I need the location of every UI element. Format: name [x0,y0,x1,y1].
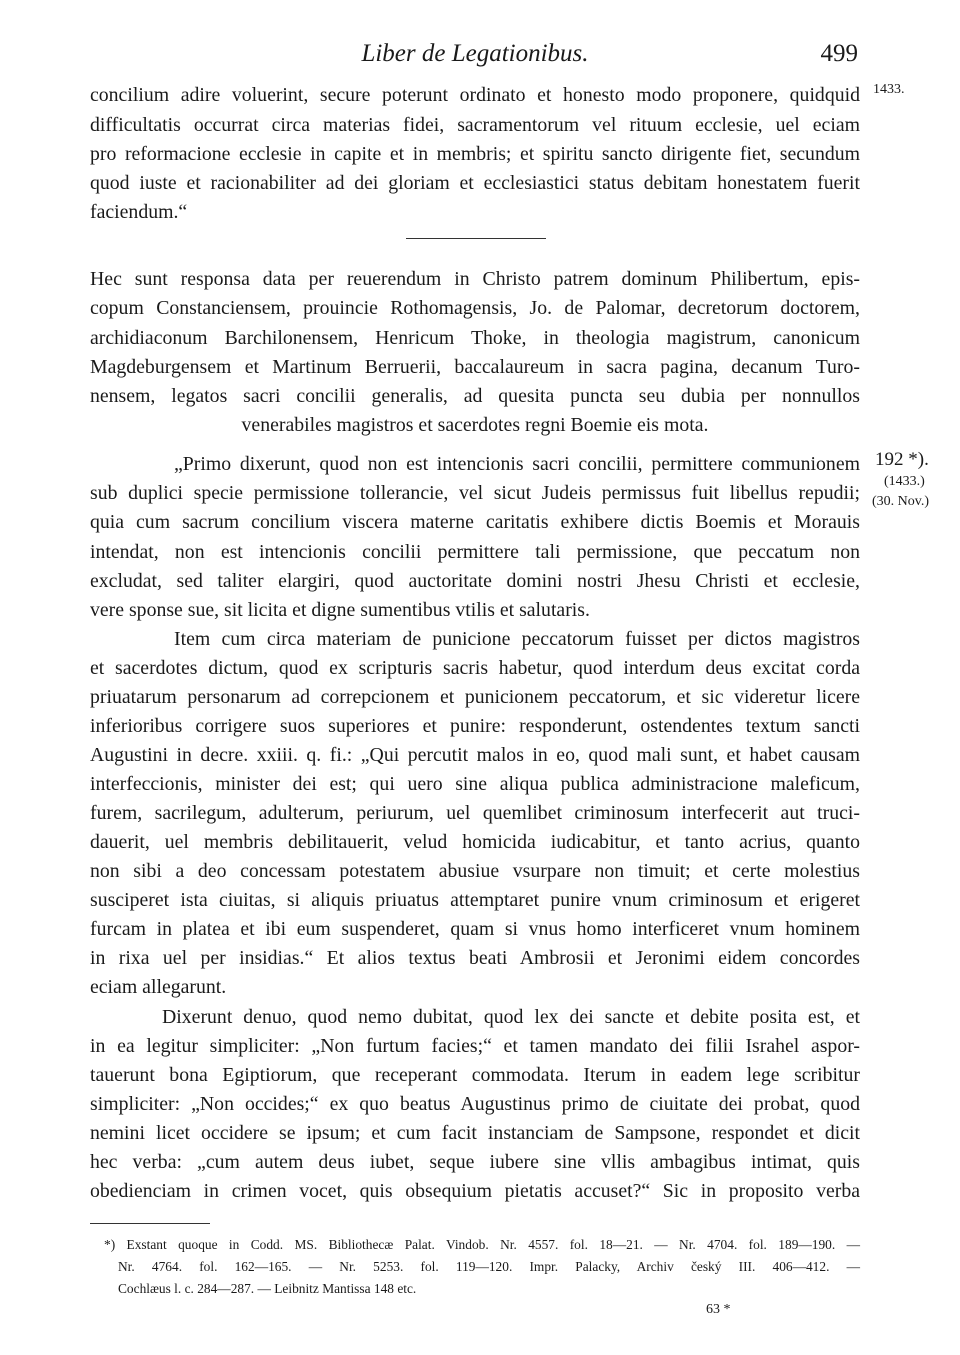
section-divider [406,238,546,239]
text-line: furcam in platea et ibi eum suspenderet, quam si vnus homo interficeret vnum hominem [90,918,860,940]
text-line: Hec sunt responsa data per reuerendum in Christo patrem dominum Philibertum, epis- [90,268,860,290]
page-header [90,40,860,70]
text-line: vere sponse sue, sit licita et digne sumentibus vtilis et salutaris. [90,599,590,621]
text-line: Dixerunt denuo, quod nemo dubitat, quod lex dei sancte et debite posita est, et [162,1006,860,1028]
document-date: (30. Nov.) [872,494,930,509]
text-line: Item cum circa materiam de punicione peccatorum fuisset per dictos magistros [174,628,860,650]
printer-signature: 63 * [706,1302,731,1317]
text-line: intendat, non est intencionis concilii permittere tali permissione, que peccatum non [90,541,860,563]
text-line: eciam allegarunt. [90,976,227,998]
text-line: archidiaconum Barchilonensem, Henricum Thoke, in theologia magistrum, canonicum [90,327,860,349]
text-line: excludat, sed taliter elargiri, quod auctoritate domini nostri Jhesu Christi et ecclesie, [90,570,860,592]
text-line: furem, sacrilegum, adulterum, periurum, uel quemlibet criminosum interfecerit aut truci- [90,802,860,824]
text-line: priuatarum personarum ad correpcionem et punicionem peccatorum, et sic videretur licere [90,686,860,708]
margin-year: 1433. [873,82,905,97]
text-line: Augustini in decre. xxiii. q. fi.: „Qui percutit malos in eo, quod mali sunt, et habet causam [90,744,860,766]
text-line: obedienciam in crimen vocet, quis obsequium pietatis accuset?“ Sic in proposito verba [90,1180,860,1202]
text-line: interfeccionis, minister dei est; qui uero sine aliqua publica administracione maleficum, [90,773,860,795]
footnote-line: Cochlæus l. c. 284—287. — Leibnitz Mantissa 148 etc. [118,1281,417,1296]
running-title: Liber de Legationibus. [361,40,589,67]
text-line: nemini licet occidere se ipsum; et cum facit instanciam de Sampsone, respondet et dicit [90,1122,860,1144]
footnote-line: Nr. 4764. fol. 162—165. — Nr. 5253. fol. 119—120. Impr. Palacky, Archiv český III. 406—412. — [118,1259,860,1274]
text-line: tauerunt bona Egiptiorum, que receperant commodata. Iterum in eadem lege scribitur [90,1064,860,1086]
text-line: in rixa uel per insidias.“ Et alios textus beati Ambrosii et Jeronimi eidem concordes [90,947,860,969]
text-line: Magdeburgensem et Martinum Berruerii, baccalaureum in sacra pagina, decanum Turo- [90,356,860,378]
text-line: faciendum.“ [90,201,188,223]
text-line: venerabiles magistros et sacerdotes regni Boemie eis mota. [241,414,709,436]
text-line: concilium adire voluerint, secure poterunt ordinato et honesto modo proponere, quidquid [90,84,860,106]
text-line: non sibi a deo concessam potestatem abusiue vsurpare non timuit; et certe molestius [90,860,860,882]
text-line: et sacerdotes dictum, quod ex scripturis sacris habetur, quod interdum deus excitat corda [90,657,860,679]
document-number: 192 *). [875,449,929,470]
document-year: (1433.) [884,474,925,489]
text-line: pro reformacione ecclesie in capite et in membris; et spiritu sancto dirigente fiet, secundum [90,143,860,165]
text-line: sub duplici specie permissione tollerancie, vel sicut Judeis permissus fuit libellus repudii; [90,482,860,504]
text-line: dauerit, uel membris debilitauerit, velud homicida iudicabitur, et tanto acrius, quanto [90,831,860,853]
text-line: copum Constanciensem, prouincie Rothomagensis, Jo. de Palomar, decretorum doctorem, [90,297,860,319]
text-line: quia cum sacrum concilium viscera materne caritatis exhibere dictis Boemis et Morauis [90,511,860,533]
footnote-line: *) Exstant quoque in Codd. MS. Bibliothecæ Palat. Vindob. Nr. 4557. fol. 18—21. — Nr. 4704. fol. 189—190. — [104,1237,860,1252]
text-line: difficultatis occurrat circa materias fidei, sacramentorum vel rituum ecclesie, uel eciam [90,114,860,136]
page-number: 499 [820,40,858,67]
text-line: nensem, legatos sacri concilii generalis, ad quesita puncta seu dubia per nonnullos [90,385,860,407]
text-line: inferioribus corrigere suos superiores et punire: responderunt, ostendentes textum sancti [90,715,860,737]
text-line: simpliciter: „Non occides;“ ex quo beatus Augustinus primo de ciuitate dei probat, quod [90,1093,860,1115]
footnote-rule [90,1223,210,1224]
text-line: „Primo dixerunt, quod non est intencionis sacri concilii, permittere communionem [174,453,860,475]
text-line: quod iuste et racionabiliter ad dei gloriam et ecclesiastici status debitam honestatem fuerit [90,172,860,194]
text-line: hec verba: „cum autem deus iubet, seque iubere sine vllis ambagibus intimat, quis [90,1151,860,1173]
text-line: in ea legitur simpliciter: „Non furtum facies;“ et tamen mandato dei filii Israhel aspor- [90,1035,860,1057]
text-line: susciperet ista ciuitas, si aliquis priuatus attemptaret punire vnum criminosum et erigeret [90,889,860,911]
